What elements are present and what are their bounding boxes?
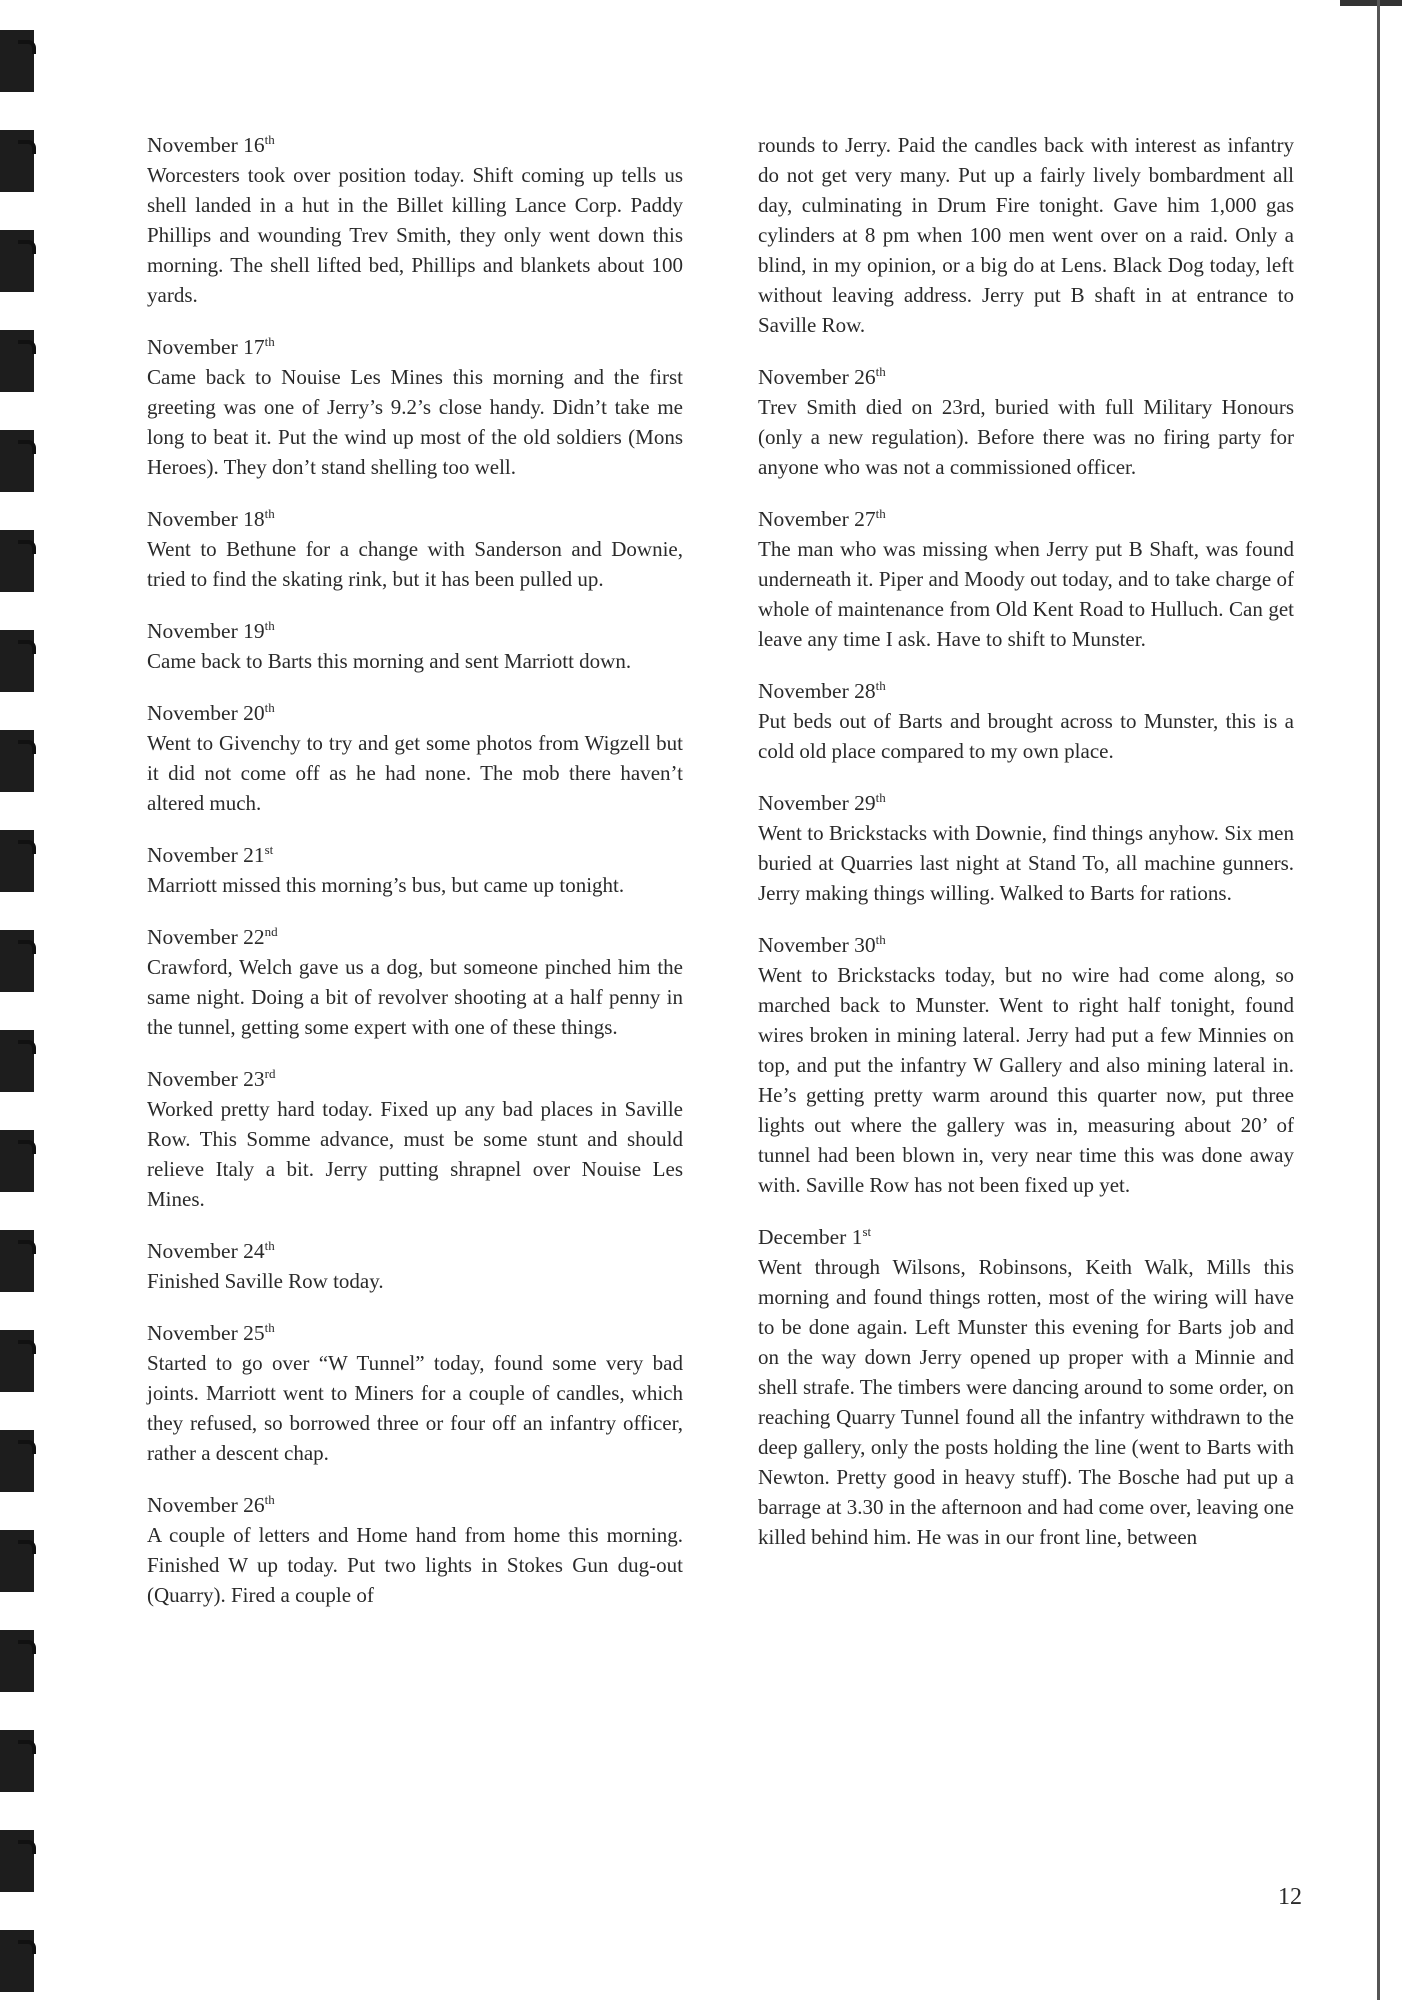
entry-date bbox=[758, 504, 1294, 534]
diary-entry bbox=[147, 616, 683, 676]
entry-text: Went to Brickstacks with Downie, find things anyhow. Six men buried at Quarries last night at Stand To, all machine gunners. Jerry making things willing. Walked to Barts for rations. bbox=[758, 821, 1294, 905]
diary-entry bbox=[758, 930, 1294, 1200]
entry-date-suffix: th bbox=[875, 363, 886, 379]
binding-hook bbox=[18, 840, 36, 854]
binding-hook bbox=[18, 140, 36, 154]
entry-date bbox=[147, 1236, 683, 1266]
entry-date-label: November 25 bbox=[147, 1321, 265, 1345]
entry-text: Went through Wilsons, Robinsons, Keith Walk, Mills this morning and found things rotten, most of the wiring will have to be done again. Left Munster this evening for Barts job and on the way down Jerry opened up proper with a Minnie and shell strafe. The timbers were dancing around to some order, on reaching Quarry Tunnel found all the infantry withdrawn to the deep gallery, only the posts holding the line (went to Barts with Newton. Pretty good in heavy stuff). The Bosche had put up a barrage at 3.30 in the afternoon and had come over, leaving one killed behind him. He was in our front line, between bbox=[758, 1255, 1294, 1549]
entry-date bbox=[758, 1222, 1294, 1252]
entry-date bbox=[758, 362, 1294, 392]
entry-date bbox=[147, 504, 683, 534]
entry-text: Marriott missed this morning’s bus, but came up tonight. bbox=[147, 873, 625, 897]
diary-entry bbox=[758, 1222, 1294, 1552]
entry-date-label: November 26 bbox=[147, 1493, 265, 1517]
entry-date-label: November 30 bbox=[758, 933, 876, 957]
entry-date-label: November 21 bbox=[147, 843, 265, 867]
page-number: 12 bbox=[1278, 1884, 1302, 1910]
entry-date-suffix: rd bbox=[264, 1065, 276, 1081]
entry-date-label: November 17 bbox=[147, 335, 265, 359]
entry-text: Came back to Barts this morning and sent Marriott down. bbox=[147, 649, 632, 673]
entry-date-label: November 22 bbox=[147, 925, 265, 949]
diary-entry bbox=[147, 1318, 683, 1468]
entry-date bbox=[147, 698, 683, 728]
entry-date-label: November 18 bbox=[147, 507, 265, 531]
entry-date bbox=[758, 676, 1294, 706]
entry-date-suffix: nd bbox=[264, 923, 278, 939]
binding-hook bbox=[18, 1940, 36, 1954]
left-column bbox=[147, 130, 683, 1632]
entry-date-suffix: st bbox=[264, 841, 274, 857]
entry-text: Went to Givenchy to try and get some photos from Wigzell but it did not come off as he had none. The mob there haven’t altered much. bbox=[147, 731, 683, 815]
entry-date-label: November 19 bbox=[147, 619, 265, 643]
entry-date-label: November 20 bbox=[147, 701, 265, 725]
entry-text: Put beds out of Barts and brought across to Munster, this is a cold old place compared to my own place. bbox=[758, 709, 1294, 763]
binding-hook bbox=[18, 540, 36, 554]
binding-hook bbox=[18, 1440, 36, 1454]
entry-date bbox=[147, 840, 683, 870]
entry-date-suffix: th bbox=[875, 505, 886, 521]
entry-text: Finished Saville Row today. bbox=[147, 1269, 384, 1293]
binding-hook bbox=[18, 740, 36, 754]
binding-hook bbox=[18, 940, 36, 954]
binding-hook bbox=[18, 240, 36, 254]
diary-entry bbox=[147, 130, 683, 310]
diary-entry bbox=[147, 698, 683, 818]
binding-hook bbox=[18, 1240, 36, 1254]
entry-text: Came back to Nouise Les Mines this morning and the first greeting was one of Jerry’s 9.2’s close handy. Didn’t take me long to beat it. Put the wind up most of the old soldiers (Mons Heroes). They don’t stand shelling too well. bbox=[147, 365, 683, 479]
page-top-edge bbox=[1340, 0, 1402, 6]
binding-hook bbox=[18, 1140, 36, 1154]
entry-text: Crawford, Welch gave us a dog, but someone pinched him the same night. Doing a bit of revolver shooting at a half penny in the tunnel, getting some expert with one of these things. bbox=[147, 955, 683, 1039]
diary-entry bbox=[758, 504, 1294, 654]
entry-date-suffix: th bbox=[264, 333, 275, 349]
entry-date bbox=[758, 788, 1294, 818]
entry-text: The man who was missing when Jerry put B Shaft, was found underneath it. Piper and Moody out today, and to take charge of whole of maintenance from Old Kent Road to Hulluch. Can get leave any time I ask. Have to shift to Munster. bbox=[758, 537, 1294, 651]
diary-entry bbox=[758, 362, 1294, 482]
binding-hook bbox=[18, 40, 36, 54]
right-column bbox=[758, 130, 1294, 1574]
diary-entry bbox=[147, 332, 683, 482]
entry-date-suffix: th bbox=[875, 677, 886, 693]
binding-hook bbox=[18, 1740, 36, 1754]
entry-date-suffix: th bbox=[875, 789, 886, 805]
entry-date bbox=[758, 930, 1294, 960]
entry-date-label: November 16 bbox=[147, 133, 265, 157]
entry-text: Worcesters took over position today. Shift coming up tells us shell landed in a hut in the Billet killing Lance Corp. Paddy Phillips and wounding Trev Smith, they only went down this morning. The shell lifted bed, Phillips and blankets about 100 yards. bbox=[147, 163, 683, 307]
entry-date bbox=[147, 616, 683, 646]
entry-date-suffix: st bbox=[862, 1223, 872, 1239]
diary-page bbox=[147, 130, 1317, 1890]
binding-hook bbox=[18, 440, 36, 454]
diary-entry bbox=[147, 504, 683, 594]
diary-entry bbox=[147, 1064, 683, 1214]
binding-hook bbox=[18, 640, 36, 654]
entry-date bbox=[147, 130, 683, 160]
entry-text: Started to go over “W Tunnel” today, found some very bad joints. Marriott went to Miners for a couple of candles, which they refused, so borrowed three or four off an infantry officer, rather a descent chap. bbox=[147, 1351, 683, 1465]
entry-date-suffix: th bbox=[264, 617, 275, 633]
entry-text: A couple of letters and Home hand from home this morning. Finished W up today. Put two lights in Stokes Gun dug-out (Quarry). Fired a couple of bbox=[147, 1523, 683, 1607]
diary-entry bbox=[758, 788, 1294, 908]
entry-date-label: November 24 bbox=[147, 1239, 265, 1263]
binding-hook bbox=[18, 1340, 36, 1354]
entry-date-suffix: th bbox=[264, 1237, 275, 1253]
entry-text: rounds to Jerry. Paid the candles back with interest as infantry do not get very many. Put up a fairly lively bombardment all day, culminating in Drum Fire tonight. Gave him 1,000 gas cylinders at 8 pm when 100 men went over on a raid. Only a blind, in my opinion, or a big do at Lens. Black Dog today, left without leaving address. Jerry put B shaft in at entrance to Saville Row. bbox=[758, 133, 1294, 337]
page-right-edge bbox=[1377, 0, 1380, 2000]
entry-text: Went to Brickstacks today, but no wire had come along, so marched back to Munster. Went to right half tonight, found wires broken in mining lateral. Jerry had put a few Minnies on top, and put the infantry W Gallery and also mining lateral in. He’s getting pretty warm around this quarter now, put three lights out where the gallery was in, measuring about 20’ of tunnel had been blown in, very near time this was done away with. Saville Row has not been fixed up yet. bbox=[758, 963, 1294, 1197]
binding-hook bbox=[18, 1540, 36, 1554]
entry-date-label: November 26 bbox=[758, 365, 876, 389]
diary-entry bbox=[147, 1490, 683, 1610]
diary-entry bbox=[147, 922, 683, 1042]
entry-date-suffix: th bbox=[264, 699, 275, 715]
entry-date bbox=[147, 1064, 683, 1094]
entry-date-label: November 29 bbox=[758, 791, 876, 815]
entry-date-label: December 1 bbox=[758, 1225, 863, 1249]
entry-date-suffix: th bbox=[875, 931, 886, 947]
diary-entry bbox=[758, 676, 1294, 766]
entry-date-suffix: th bbox=[264, 1319, 275, 1335]
binding-hook bbox=[18, 1040, 36, 1054]
diary-entry bbox=[147, 1236, 683, 1296]
entry-date-suffix: th bbox=[264, 131, 275, 147]
entry-text: Trev Smith died on 23rd, buried with full Military Honours (only a new regulation). Before there was no firing party for anyone who was not a commissioned officer. bbox=[758, 395, 1294, 479]
binding-hook bbox=[18, 340, 36, 354]
entry-date bbox=[147, 332, 683, 362]
entry-date-suffix: th bbox=[264, 1491, 275, 1507]
diary-entry bbox=[758, 130, 1294, 340]
entry-date-label: November 27 bbox=[758, 507, 876, 531]
entry-date bbox=[147, 1318, 683, 1348]
entry-text: Worked pretty hard today. Fixed up any bad places in Saville Row. This Somme advance, must be some stunt and should relieve Italy a bit. Jerry putting shrapnel over Nouise Les Mines. bbox=[147, 1097, 683, 1211]
entry-date-label: November 28 bbox=[758, 679, 876, 703]
spiral-binding bbox=[0, 0, 34, 2000]
entry-date bbox=[147, 1490, 683, 1520]
entry-date-suffix: th bbox=[264, 505, 275, 521]
diary-entry bbox=[147, 840, 683, 900]
binding-hook bbox=[18, 1840, 36, 1854]
entry-date bbox=[147, 922, 683, 952]
entry-date-label: November 23 bbox=[147, 1067, 265, 1091]
binding-hook bbox=[18, 1640, 36, 1654]
entry-text: Went to Bethune for a change with Sanderson and Downie, tried to find the skating rink, but it has been pulled up. bbox=[147, 537, 683, 591]
